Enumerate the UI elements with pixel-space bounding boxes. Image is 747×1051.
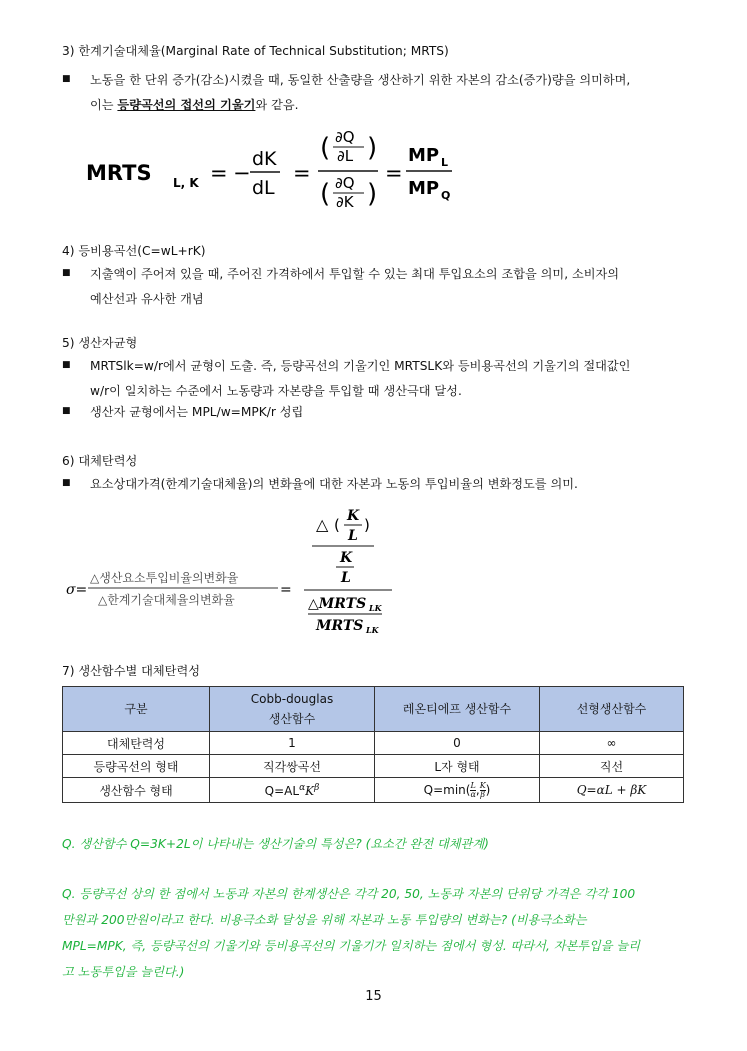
func-exp-alpha: α xyxy=(299,782,306,793)
table-header-cell: 레온티에프 생산함수 xyxy=(375,687,540,732)
sec5-bullet-2 xyxy=(62,400,682,425)
formula-sigma: σ= xyxy=(66,582,88,598)
elasticity-table xyxy=(62,686,684,803)
sec5-bullet-2-text: 생산자 균형에서는 MPL/w=MPK/r 성립 xyxy=(90,405,304,419)
table-header-cell: 구분 xyxy=(63,687,210,732)
func-text: ) xyxy=(485,782,491,797)
bullet-square-icon: ■ xyxy=(62,478,71,488)
formula-dK: dK xyxy=(252,148,277,170)
section-3-heading: 3) 한계기술대체율(Marginal Rate of Technical Substitution; MRTS) xyxy=(62,44,449,58)
formula-dmrts: △MRTS xyxy=(308,596,367,612)
table-cell: 등량곡선의 형태 xyxy=(63,755,210,778)
func-text: Q=min( xyxy=(423,782,471,797)
paren-close: ) xyxy=(367,179,378,209)
sec5-bullet-1-line-2: w/r이 일치하는 수준에서 노동량과 자본량을 투입할 때 생산극대 달성. xyxy=(90,384,462,398)
bullet-square-icon: ■ xyxy=(62,268,71,278)
table-row xyxy=(63,755,684,778)
formula-dmrts-sub: LK xyxy=(369,603,382,613)
formula-mrts: MRTS xyxy=(316,618,364,634)
bullet-square-icon: ■ xyxy=(62,74,71,84)
sec3-bullet-1 xyxy=(62,68,682,118)
sec5-bullet-1-line-1: MRTSlk=w/r에서 균형이 도출. 즉, 등량곡선의 기울기인 MRTSLK와 등비용곡선의 기울기의 절대값인 xyxy=(90,359,631,373)
formula-K-2: K xyxy=(340,550,353,566)
table-header-cell xyxy=(210,687,375,732)
table-cell: ∞ xyxy=(540,732,684,755)
formula-L-1: L xyxy=(348,528,358,544)
question-2-line-3: MPL=MPK, 즉, 등량곡선의 기울기와 등비용곡선의 기울기가 일치하는 점에서 형성. 따라서, 자본투입을 늘리 xyxy=(62,939,640,953)
formula-mpq: MP xyxy=(408,178,440,199)
frac-num: L xyxy=(470,780,476,790)
table-cell-cobb-douglas-func xyxy=(210,778,375,803)
text-pre: 이는 xyxy=(90,98,118,112)
formula-mrts-sub: L, K xyxy=(173,176,199,190)
sec3-bullet-1-line-2 xyxy=(90,93,682,118)
sec5-bullet-1 xyxy=(62,354,682,404)
formula-dL: dL xyxy=(252,177,275,199)
sec6-bullet-1-text: 요소상대가격(한계기술대체율)의 변화율에 대한 자본과 노동의 투입비율의 변화정도를 의미. xyxy=(90,477,578,491)
table-cell: 1 xyxy=(210,732,375,755)
formula-den-text: △한계기술대체율의변화율 xyxy=(98,593,235,607)
formula-mpq-sub: Q xyxy=(441,189,451,202)
formula-num-text: △생산요소투입비율의변화율 xyxy=(90,571,239,585)
sec4-bullet-1-line-1: 지출액이 주어져 있을 때, 주어진 가격하에서 투입할 수 있는 최대 투입요소의 조합을 의미, 소비자의 xyxy=(90,267,620,281)
mrts-formula xyxy=(80,128,460,218)
paren-close: ) xyxy=(367,133,378,163)
formula-eq: = xyxy=(280,582,292,598)
formula-neg: − xyxy=(233,161,251,185)
formula-mrts-sub: LK xyxy=(366,625,379,635)
frac-num: K xyxy=(479,780,486,790)
table-cell: 직선 xyxy=(540,755,684,778)
text-post: 와 같음. xyxy=(255,98,299,112)
paren-open: ( xyxy=(320,179,331,209)
bullet-square-icon: ■ xyxy=(62,406,71,416)
frac-den: β xyxy=(480,789,485,799)
delta-symbol: △ xyxy=(316,515,329,534)
formula-mpl: MP xyxy=(408,145,440,166)
func-K: K xyxy=(305,783,315,798)
formula-K-1: K xyxy=(347,508,360,524)
sec3-bullet-1-line-1: 노동을 한 단위 증가(감소)시켰을 때, 동일한 산출량을 생산하기 위한 자본의 감소(증가)량을 의미하며, xyxy=(90,73,631,87)
table-row xyxy=(63,778,684,803)
table-header-row xyxy=(63,687,684,732)
question-2-line-2: 만원과 200만원이라고 한다. 비용극소화 달성을 위해 자본과 노동 투입량의 변화는? (비용극소화는 xyxy=(62,913,587,927)
func-text: Q=AL xyxy=(264,783,300,798)
func-exp-beta: β xyxy=(314,782,320,793)
paren-close: ) xyxy=(364,516,370,534)
formula-dQ-1: ∂Q xyxy=(335,128,355,146)
table-cell-leontief-func xyxy=(375,778,540,803)
sec4-bullet-1-line-2: 예산선과 유사한 개념 xyxy=(90,292,204,306)
paren-open: ( xyxy=(320,133,331,163)
question-2-line-4: 고 노동투입을 늘린다.) xyxy=(62,965,185,979)
page-number: 15 xyxy=(365,989,382,1004)
formula-pK: ∂K xyxy=(336,193,354,211)
elasticity-formula xyxy=(62,500,402,640)
section-6-heading: 6) 대체탄력성 xyxy=(62,454,138,468)
table-cell: 직각쌍곡선 xyxy=(210,755,375,778)
func-comma: , xyxy=(475,782,480,797)
header-cobb-douglas: Cobb-douglas xyxy=(250,692,334,706)
bullet-square-icon: ■ xyxy=(62,360,71,370)
table-cell: 생산함수 형태 xyxy=(63,778,210,803)
question-2-line-1: Q. 등량곡선 상의 한 점에서 노동과 자본의 한계생산은 각각 20, 50, 노동과 자본의 단위당 가격은 각각 100 xyxy=(62,887,636,901)
table-header-cell: 선형생산함수 xyxy=(540,687,684,732)
formula-eq-3: = xyxy=(385,161,403,185)
formula-eq-2: = xyxy=(293,161,311,185)
formula-mrts: MRTS xyxy=(86,161,152,185)
text-emphasis: 등량곡선의 접선의 기울기 xyxy=(117,98,256,112)
formula-dQ-2: ∂Q xyxy=(335,174,355,192)
formula-eq-1: = xyxy=(210,161,228,185)
formula-mpl-sub: L xyxy=(441,156,449,169)
header-production-function: 생산함수 xyxy=(268,712,316,726)
paren-open: ( xyxy=(334,516,340,534)
sec6-bullet-1 xyxy=(62,472,682,497)
section-5-heading: 5) 생산자균형 xyxy=(62,336,138,350)
question-1: Q. 생산함수 Q=3K+2L이 나타내는 생산기술의 특성은? (요소간 완전 대체관계) xyxy=(62,837,489,851)
table-cell: 0 xyxy=(375,732,540,755)
sec4-bullet-1 xyxy=(62,262,682,312)
table-row xyxy=(63,732,684,755)
formula-L-2: L xyxy=(341,570,351,586)
frac-den: α xyxy=(470,789,476,799)
section-4-heading: 4) 등비용곡선(C=wL+rK) xyxy=(62,244,206,258)
table-cell: L자 형태 xyxy=(375,755,540,778)
table-cell: 대체탄력성 xyxy=(63,732,210,755)
section-7-heading: 7) 생산함수별 대체탄력성 xyxy=(62,664,200,678)
formula-pL: ∂L xyxy=(337,147,354,165)
table-cell-linear-func: Q=αL + βK xyxy=(540,778,684,803)
